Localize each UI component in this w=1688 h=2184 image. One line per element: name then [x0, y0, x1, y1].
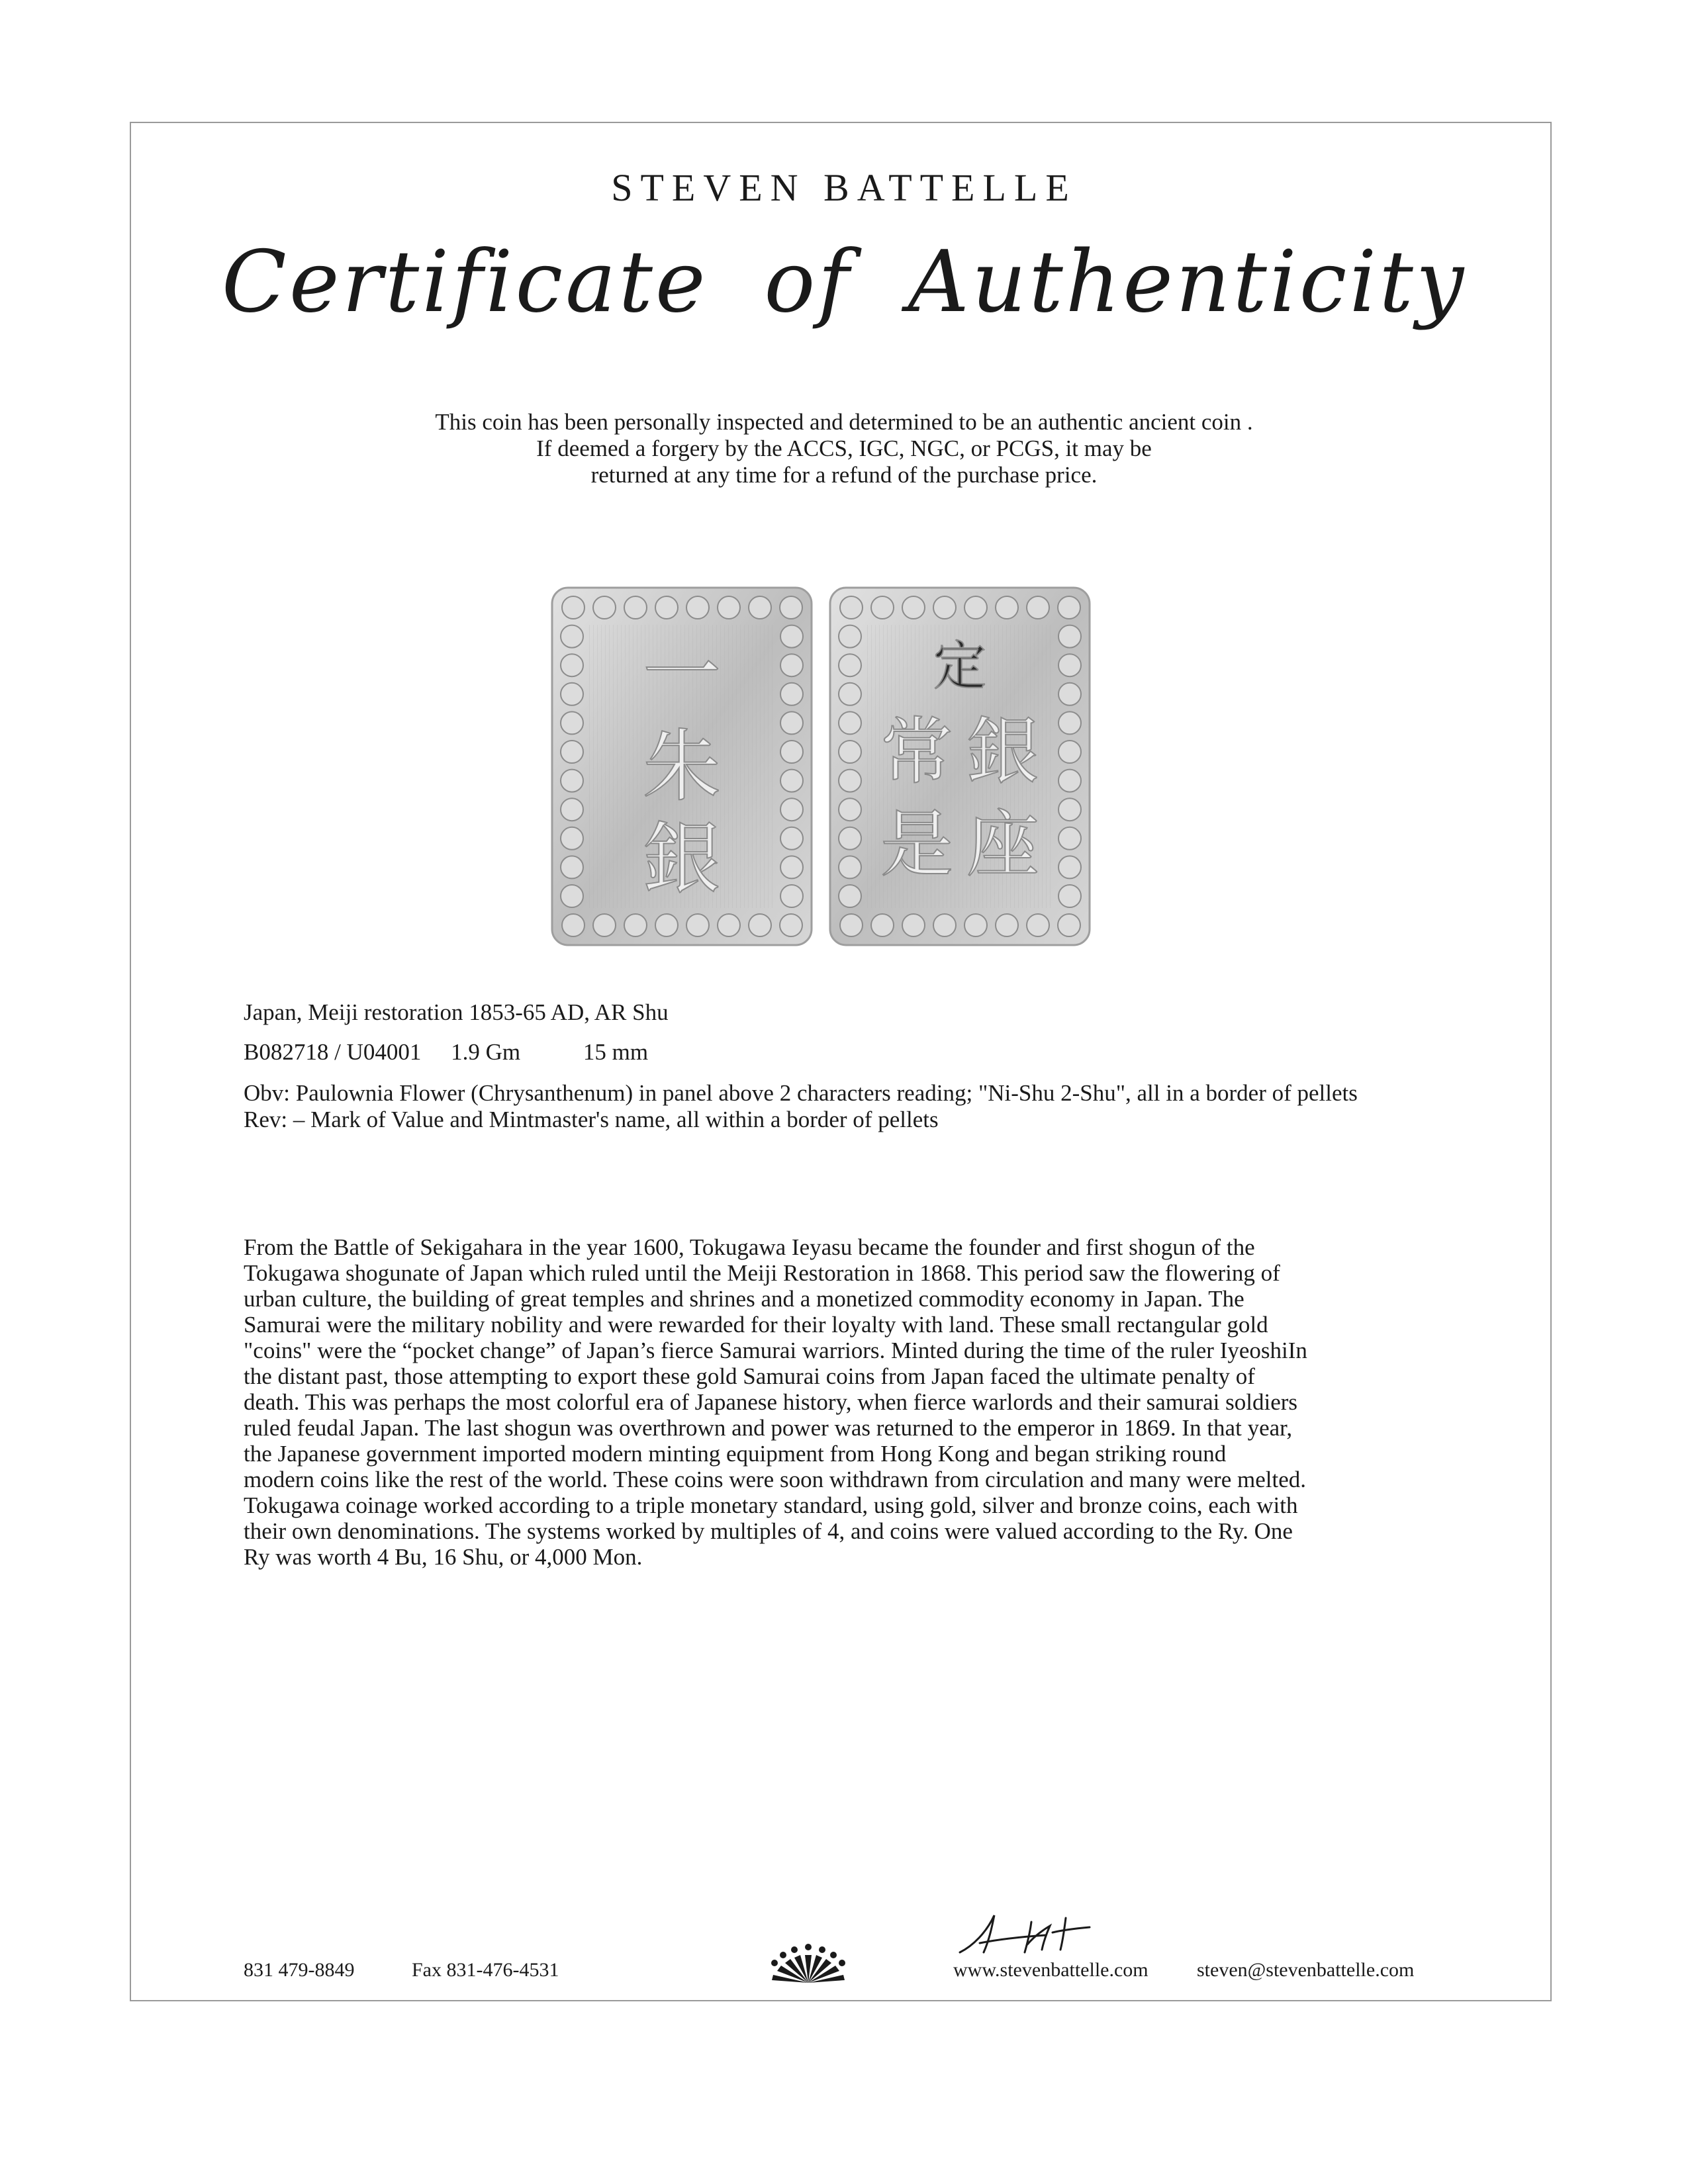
coin-pellet — [839, 885, 861, 907]
coin-pellet — [1058, 625, 1081, 648]
coin-pellet — [1058, 827, 1081, 850]
coin-pellet — [780, 827, 803, 850]
coin-pellet — [780, 654, 803, 676]
coin-catalog-number: B082718 / U04001 — [244, 1039, 422, 1065]
coin-pellet — [1058, 885, 1081, 907]
coin-pellet — [780, 683, 803, 705]
coin-origin: Japan, Meiji restoration 1853-65 AD, AR Shu — [244, 999, 669, 1025]
coin-pellet — [996, 596, 1018, 619]
coin-pellet — [780, 625, 803, 648]
email-link[interactable]: steven@stevenbattelle.com — [1197, 1959, 1415, 1981]
coin-pellet — [902, 914, 925, 936]
coin-pellet — [718, 596, 740, 619]
coin-pellet — [562, 914, 585, 936]
coin-pellet — [839, 770, 861, 792]
history-line: Ry was worth 4 Bu, 16 Shu, or 4,000 Mon. — [244, 1544, 643, 1570]
history-line: Tokugawa shogunate of Japan which ruled until the Meiji Restoration in 1868. This period saw the flowering of — [244, 1260, 1280, 1286]
coin-pellet — [1058, 914, 1080, 936]
coin-pellet — [561, 683, 583, 705]
coin-pellet — [561, 798, 583, 821]
coin-pellet — [1058, 654, 1081, 676]
coin-diameter: 15 mm — [583, 1039, 649, 1065]
coin-pellet — [686, 596, 709, 619]
signature-image — [953, 1906, 1112, 1959]
statement-line: If deemed a forgery by the ACCS, IGC, NGC, or PCGS, it may be — [536, 435, 1152, 461]
statement-line: returned at any time for a refund of the purchase price. — [590, 462, 1098, 488]
history-line: ruled feudal Japan. The last shogun was overthrown and power was returned to the emperor in 1869. In that year, — [244, 1415, 1293, 1441]
coin-pellet — [839, 798, 861, 821]
obverse-char: 一 — [642, 628, 722, 719]
website-link[interactable]: www.stevenbattelle.com — [953, 1959, 1149, 1981]
coin-pellet — [780, 596, 802, 619]
history-line: their own denominations. The systems worked by multiples of 4, and coins were valued according to the Ry. One — [244, 1518, 1293, 1544]
coin-pellet — [1058, 741, 1081, 763]
coin-pellet — [871, 914, 894, 936]
coin-weight: 1.9 Gm — [451, 1039, 521, 1065]
history-paragraph — [244, 1234, 1435, 1570]
sunburst-logo-icon — [765, 1933, 851, 1984]
history-line: death. This was perhaps the most colorful era of Japanese history, when fierce warlords and their samurai soldiers — [244, 1389, 1298, 1415]
reverse-mark: 定 — [933, 635, 986, 697]
reverse-char: 常 — [880, 709, 953, 794]
coin-pellet — [593, 596, 616, 619]
coin-pellet — [780, 741, 803, 763]
coin-pellet — [780, 856, 803, 878]
coin-pellet — [561, 625, 583, 648]
coin-pellet — [1058, 856, 1081, 878]
coin-pellet — [624, 596, 647, 619]
coin-pellet — [1027, 596, 1049, 619]
coin-pellet — [839, 711, 861, 734]
coin-pellet — [686, 914, 709, 936]
coin-pellet — [902, 596, 925, 619]
coin-pellet — [780, 885, 803, 907]
certificate-title: Certificate of Authenticity — [221, 233, 1467, 332]
coin-pellet — [839, 856, 861, 878]
phone-number: 831 479-8849 — [244, 1959, 355, 1981]
reverse-char: 是 — [880, 802, 953, 887]
coin-pellet — [839, 683, 861, 705]
history-line: urban culture, the building of great temples and shrines and a monetized commodity economy in Japan. The — [244, 1286, 1244, 1312]
coin-pellet — [839, 654, 861, 676]
coin-pellet — [561, 654, 583, 676]
coin-pellet — [780, 798, 803, 821]
coin-pellet — [562, 596, 585, 619]
coin-pellet — [561, 711, 583, 734]
statement-line: This coin has been personally inspected and determined to be an authentic ancient coin . — [435, 409, 1253, 435]
coin-pellet — [1058, 798, 1081, 821]
coin-details — [244, 999, 1435, 1133]
coin-pellet — [840, 596, 863, 619]
coin-pellet — [780, 770, 803, 792]
coin-pellet — [624, 914, 647, 936]
coin-pellet — [933, 914, 956, 936]
history-line: Samurai were the military nobility and were rewarded for their loyalty with land. These small rectangular gold — [244, 1312, 1268, 1338]
coin-specs — [244, 1039, 1435, 1066]
coin-pellet — [655, 596, 678, 619]
coin-pellet — [996, 914, 1018, 936]
fax-number: Fax 831-476-4531 — [412, 1959, 559, 1981]
coin-pellet — [718, 914, 740, 936]
coin-pellet — [839, 827, 861, 850]
coin-pellet — [1058, 683, 1081, 705]
coin-pellet — [871, 596, 894, 619]
coin-pellet — [839, 625, 861, 648]
coin-reverse-image — [827, 585, 1092, 948]
obverse-char: 朱 — [642, 721, 722, 812]
coin-obverse-image — [549, 585, 814, 948]
history-line: "coins" were the “pocket change” of Japan’s fierce Samurai warriors. Minted during the time of the ruler IyeoshiIn — [244, 1338, 1307, 1363]
coin-pellet — [964, 596, 987, 619]
coin-description: Obv: Paulownia Flower (Chrysanthenum) in panel above 2 characters reading; "Ni-Shu 2-Shu", all in a border of pellets Rev: – Mark of Value and Mintmaster's name, all within a border of pellets — [244, 1080, 1358, 1132]
coin-pellet — [839, 741, 861, 763]
obverse-char: 銀 — [642, 813, 722, 905]
reverse-char: 銀 — [966, 709, 1039, 794]
coin-pellet — [933, 596, 956, 619]
coin-pellet — [561, 827, 583, 850]
coin-pellet — [749, 914, 771, 936]
coin-pellet — [780, 711, 803, 734]
coin-pellet — [593, 914, 616, 936]
coin-pellet — [1058, 711, 1081, 734]
coin-pellet — [561, 885, 583, 907]
history-line: From the Battle of Sekigahara in the year 1600, Tokugawa Ieyasu became the founder and first shogun of the — [244, 1234, 1255, 1260]
history-line: modern coins like the rest of the world. These coins were soon withdrawn from circulation and many were melted. — [244, 1467, 1306, 1492]
brand-name: STEVEN BATTELLE — [611, 166, 1077, 209]
authenticity-statement — [199, 409, 1489, 488]
coin-pellet — [780, 914, 802, 936]
coin-images — [549, 585, 1158, 956]
coin-pellet — [1058, 770, 1081, 792]
coin-pellet — [1058, 596, 1080, 619]
coin-pellet — [749, 596, 771, 619]
reverse-char: 座 — [966, 802, 1039, 887]
coin-pellet — [964, 914, 987, 936]
history-line: the Japanese government imported modern minting equipment from Hong Kong and began striking round — [244, 1441, 1227, 1467]
coin-pellet — [840, 914, 863, 936]
coin-pellet — [561, 856, 583, 878]
coin-pellet — [561, 770, 583, 792]
history-line: Tokugawa coinage worked according to a triple monetary standard, using gold, silver and bronze coins, each with — [244, 1492, 1298, 1518]
coin-pellet — [561, 741, 583, 763]
coin-pellet — [655, 914, 678, 936]
coin-pellet — [1027, 914, 1049, 936]
history-line: the distant past, those attempting to export these gold Samurai coins from Japan faced the ultimate penalty of — [244, 1363, 1255, 1389]
